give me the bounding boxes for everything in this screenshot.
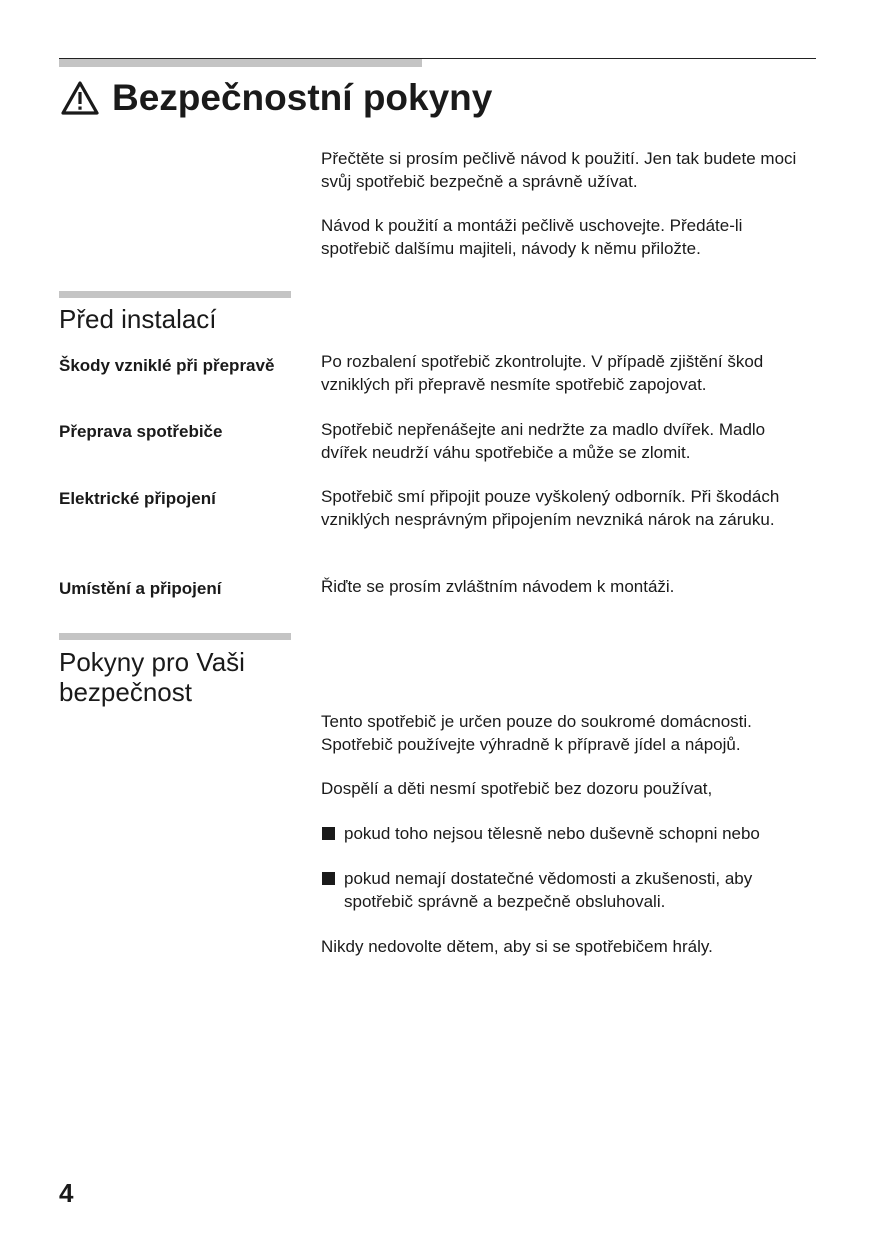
- page-number: 4: [59, 1178, 74, 1208]
- text-appliance-transport: Spotřebič nepřenášejte ani nedržte za madlo dvířek. Madlo dvířek neudrží váhu spotřebiče a může se zlomit.: [321, 420, 766, 462]
- warning-triangle-icon: [60, 80, 100, 116]
- list-item-text: pokud toho nejsou tělesně nebo duševně schopni nebo: [344, 824, 760, 843]
- section-bar-before-install: [59, 291, 291, 298]
- text-transport-damage: Po rozbalení spotřebič zkontrolujte. V případě zjištění škod vzniklých při přepravě nesmíte spotřebič zapojovat.: [321, 352, 764, 394]
- text-placement: Řiďte se prosím zvláštním návodem k montáži.: [321, 577, 675, 596]
- bullet-square-icon: [321, 822, 344, 845]
- safety-paragraph-1: Tento spotřebič je určen pouze do soukromé domácnosti. Spotřebič používejte výhradně k přípravě jídel a nápojů.: [321, 712, 752, 754]
- list-item: [321, 822, 816, 845]
- section-title-before-install: Před instalací: [59, 304, 217, 334]
- section-bar-safety: [59, 633, 291, 640]
- label-electrical-connection: Elektrické připojení: [59, 489, 216, 508]
- text-electrical-connection: Spotřebič smí připojit pouze vyškolený odborník. Při škodách vzniklých nesprávným připojením nevzniká nárok na záruku.: [321, 487, 780, 529]
- safety-paragraph-2: Dospělí a děti nesmí spotřebič bez dozoru používat,: [321, 779, 713, 798]
- header-accent-bar: [59, 59, 422, 67]
- list-item-text: pokud nemají dostatečné vědomosti a zkušenosti, aby spotřebič správně a bezpečně obsluhovali.: [344, 869, 753, 911]
- safety-paragraph-3: Nikdy nedovolte dětem, aby si se spotřebičem hrály.: [321, 937, 713, 956]
- page-title-text: Bezpečnostní pokyny: [112, 77, 493, 118]
- list-item: [321, 867, 816, 913]
- bullet-square-icon: [321, 867, 344, 913]
- label-appliance-transport: Přeprava spotřebiče: [59, 422, 223, 441]
- label-transport-damage: Škody vzniklé při přepravě: [59, 356, 275, 375]
- section-title-safety: Pokyny pro Vaši bezpečnost: [59, 647, 245, 707]
- label-placement: Umístění a připojení: [59, 579, 222, 598]
- page-title: [60, 76, 492, 120]
- intro-paragraph-1: Přečtěte si prosím pečlivě návod k použití. Jen tak budete moci svůj spotřebič bezpečně a správně užívat.: [321, 149, 797, 191]
- intro-paragraph-2: Návod k použití a montáži pečlivě uschovejte. Předáte-li spotřebič dalšímu majiteli, návody k němu přiložte.: [321, 216, 743, 258]
